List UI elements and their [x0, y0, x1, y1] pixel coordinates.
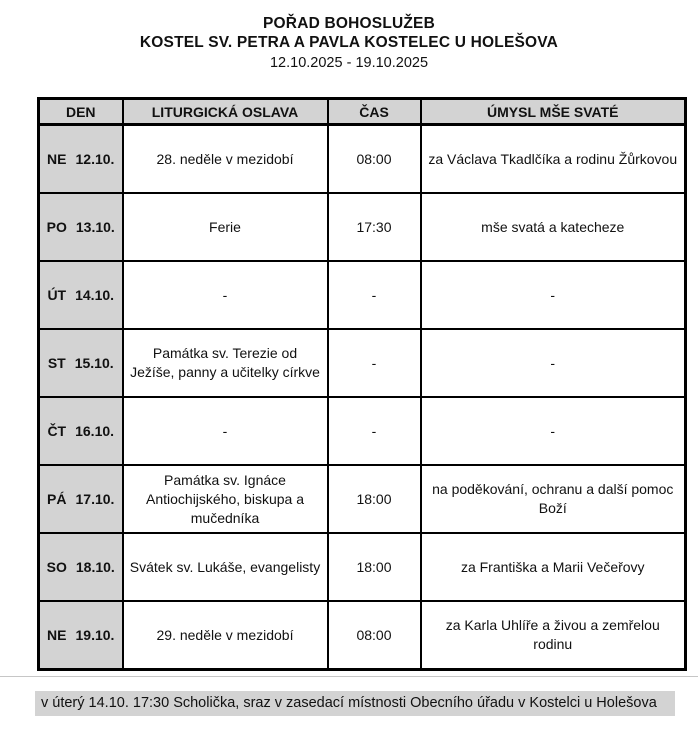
date-range: 12.10.2025 - 19.10.2025 [269, 55, 429, 71]
time-cell: - [328, 261, 421, 329]
footer-note: v úterý 14.10. 17:30 Scholička, sraz v zasedací místnosti Obecního úřadu v Kostelci u Holešova [35, 691, 675, 716]
day-cell [39, 125, 123, 194]
day-abbr: ČT [47, 422, 67, 439]
liturgical-celebration-cell: 29. neděle v mezidobí [123, 601, 328, 670]
day-abbr: NE [47, 626, 67, 643]
day-abbr: ST [47, 354, 66, 371]
column-header-den: DEN [39, 99, 123, 125]
mass-intention-cell: na poděkování, ochranu a další pomoc Boží [421, 465, 686, 533]
liturgical-celebration-cell: - [123, 261, 328, 329]
table-row [39, 533, 686, 601]
schedule-table [37, 97, 687, 671]
mass-intention-cell: mše svatá a katecheze [421, 193, 686, 261]
table-header-row [39, 99, 686, 125]
church-name: KOSTEL SV. PETRA A PAVLA KOSTELEC U HOLEŠOVA [139, 34, 559, 51]
mass-intention-cell: - [421, 397, 686, 465]
day-abbr: ÚT [47, 286, 67, 303]
liturgical-celebration-cell: 28. neděle v mezidobí [123, 125, 328, 194]
table-row [39, 329, 686, 397]
liturgical-celebration-cell: Památka sv. Terezie od Ježíše, panny a učitelky církve [123, 329, 328, 397]
day-date: 17.10. [75, 490, 115, 507]
day-cell [39, 329, 123, 397]
table-row [39, 261, 686, 329]
day-date: 16.10. [75, 422, 115, 439]
time-cell: 08:00 [328, 601, 421, 670]
table-row [39, 601, 686, 670]
document-header [0, 0, 698, 73]
column-header-liturgicka-oslava: LITURGICKÁ OSLAVA [123, 99, 328, 125]
day-cell [39, 397, 123, 465]
time-cell: - [328, 397, 421, 465]
day-date: 12.10. [75, 150, 115, 167]
mass-intention-cell: za Karla Uhlíře a živou a zemřelou rodinu [421, 601, 686, 670]
time-cell: 18:00 [328, 465, 421, 533]
day-date: 14.10. [75, 286, 115, 303]
day-cell [39, 261, 123, 329]
day-cell [39, 465, 123, 533]
column-header-cas: ČAS [328, 99, 421, 125]
day-date: 19.10. [75, 626, 115, 643]
day-cell [39, 601, 123, 670]
divider [0, 676, 698, 677]
liturgical-celebration-cell: - [123, 397, 328, 465]
mass-intention-cell: za Václava Tkadlčíka a rodinu Žůrkovou [421, 125, 686, 194]
day-abbr: PO [46, 218, 67, 235]
mass-intention-cell: - [421, 329, 686, 397]
day-cell [39, 533, 123, 601]
table-row [39, 125, 686, 194]
mass-intention-cell: - [421, 261, 686, 329]
table-row [39, 397, 686, 465]
time-cell: 08:00 [328, 125, 421, 194]
liturgical-celebration-cell: Svátek sv. Lukáše, evangelisty [123, 533, 328, 601]
day-abbr: SO [46, 558, 67, 575]
time-cell: 18:00 [328, 533, 421, 601]
table-row [39, 193, 686, 261]
day-date: 15.10. [74, 354, 114, 371]
day-abbr: PÁ [47, 490, 67, 507]
document-title: POŘAD BOHOSLUŽEB [263, 15, 435, 32]
time-cell: 17:30 [328, 193, 421, 261]
day-cell [39, 193, 123, 261]
liturgical-celebration-cell: Památka sv. Ignáce Antiochijského, biskupa a mučedníka [123, 465, 328, 533]
mass-intention-cell: za Františka a Marii Večeřovy [421, 533, 686, 601]
time-cell: - [328, 329, 421, 397]
liturgical-celebration-cell: Ferie [123, 193, 328, 261]
day-date: 18.10. [75, 558, 115, 575]
day-abbr: NE [47, 150, 67, 167]
day-date: 13.10. [75, 218, 115, 235]
column-header-umysl-mse-svate: ÚMYSL MŠE SVATÉ [421, 99, 686, 125]
table-row [39, 465, 686, 533]
